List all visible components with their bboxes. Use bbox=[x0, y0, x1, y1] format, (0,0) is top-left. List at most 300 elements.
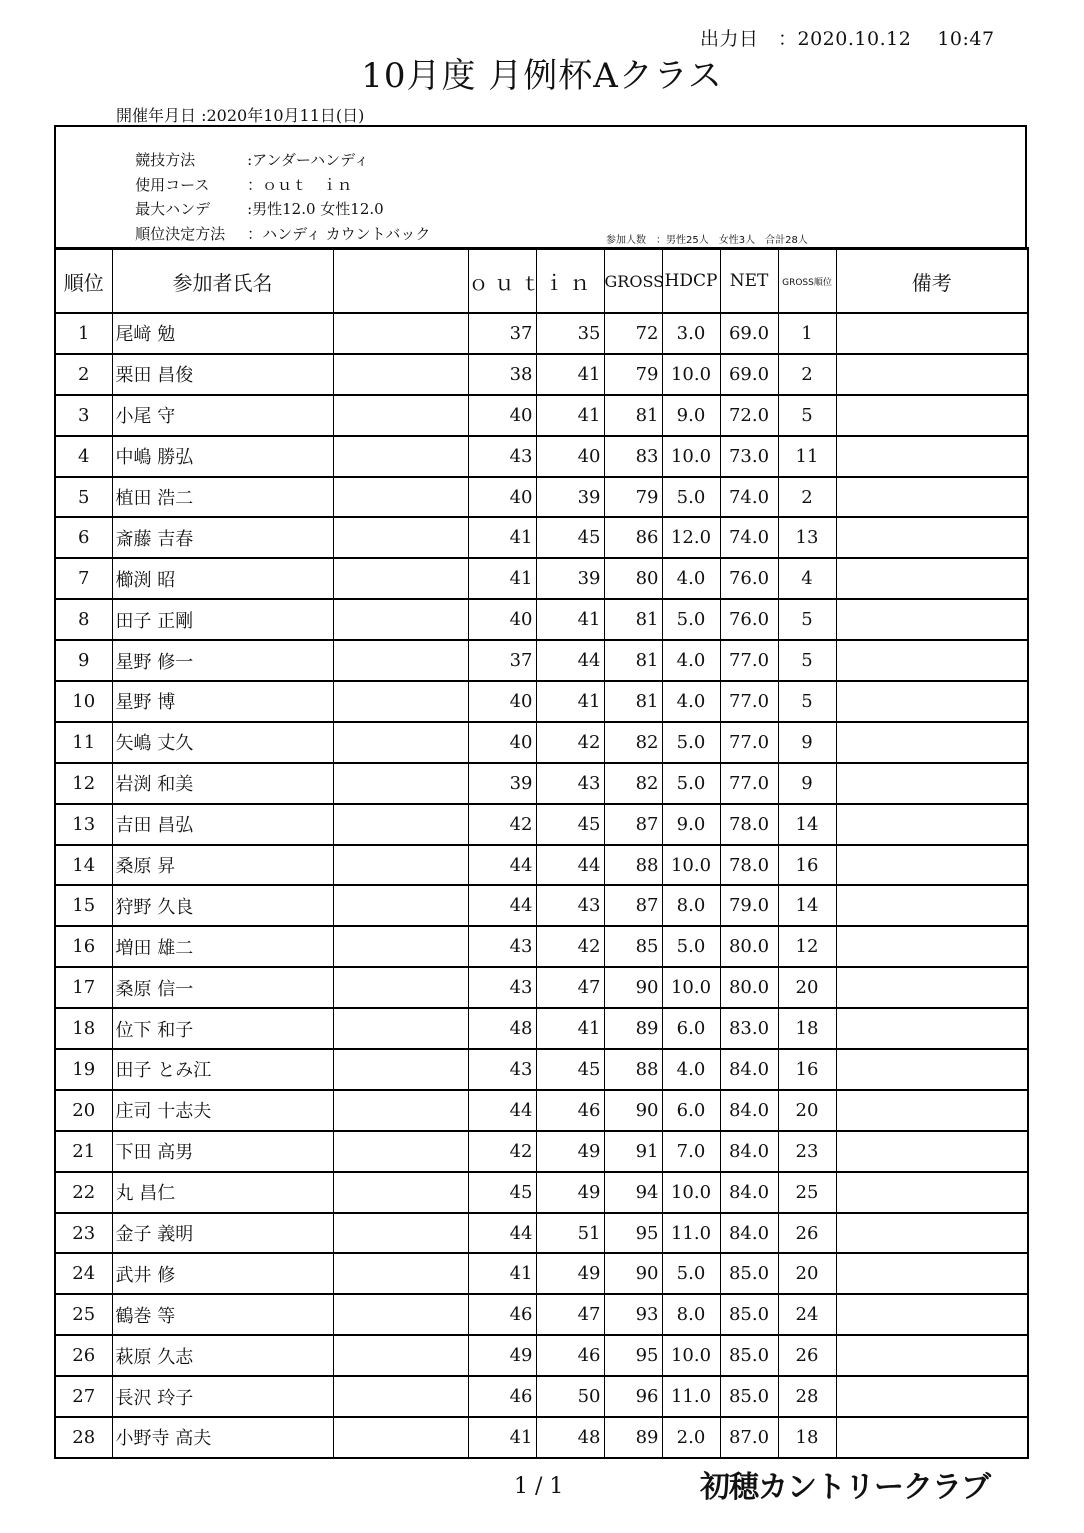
cell-hdcp: 10.0 bbox=[662, 845, 720, 886]
cell-gross-rank: 5 bbox=[778, 640, 836, 681]
cell-name: 鶴巻 等 bbox=[112, 1294, 333, 1335]
cell-name-spacer bbox=[333, 1294, 468, 1335]
cell-in: 41 bbox=[536, 1008, 604, 1049]
cell-name-spacer bbox=[333, 558, 468, 599]
cell-gross-rank: 24 bbox=[778, 1294, 836, 1335]
cell-net: 80.0 bbox=[720, 967, 778, 1008]
cell-out: 41 bbox=[468, 558, 536, 599]
header-name: 参加者氏名 bbox=[112, 249, 333, 314]
cell-name: 田子 とみ江 bbox=[112, 1049, 333, 1090]
cell-out: 48 bbox=[468, 1008, 536, 1049]
table-row bbox=[55, 517, 1028, 558]
cell-remarks bbox=[836, 804, 1028, 845]
cell-name: 岩渕 和美 bbox=[112, 763, 333, 804]
cell-rank: 22 bbox=[55, 1172, 112, 1213]
cell-rank: 21 bbox=[55, 1131, 112, 1172]
cell-hdcp: 4.0 bbox=[662, 681, 720, 722]
cell-gross-rank: 12 bbox=[778, 926, 836, 967]
cell-name: 櫛渕 昭 bbox=[112, 558, 333, 599]
cell-hdcp: 9.0 bbox=[662, 804, 720, 845]
cell-hdcp: 9.0 bbox=[662, 395, 720, 436]
cell-name: 増田 雄二 bbox=[112, 926, 333, 967]
cell-gross: 81 bbox=[604, 681, 662, 722]
table-row bbox=[55, 395, 1028, 436]
header-out: ｏｕｔ bbox=[468, 249, 536, 314]
page-number: 1 / 1 bbox=[514, 1474, 564, 1499]
cell-gross-rank: 9 bbox=[778, 722, 836, 763]
cell-in: 39 bbox=[536, 558, 604, 599]
cell-net: 84.0 bbox=[720, 1213, 778, 1254]
cell-in: 45 bbox=[536, 1049, 604, 1090]
cell-remarks bbox=[836, 885, 1028, 926]
cell-hdcp: 10.0 bbox=[662, 354, 720, 395]
cell-hdcp: 10.0 bbox=[662, 436, 720, 477]
cell-gross: 94 bbox=[604, 1172, 662, 1213]
info-value: :男性12.0 女性12.0 bbox=[247, 200, 384, 218]
cell-rank: 8 bbox=[55, 599, 112, 640]
header-hdcp: HDCP bbox=[662, 249, 720, 314]
table-row bbox=[55, 1213, 1028, 1254]
cell-gross: 79 bbox=[604, 354, 662, 395]
cell-gross: 82 bbox=[604, 722, 662, 763]
cell-name: 矢嶋 丈久 bbox=[112, 722, 333, 763]
cell-name: 小野寺 高夫 bbox=[112, 1417, 333, 1458]
cell-name: 下田 高男 bbox=[112, 1131, 333, 1172]
cell-name: 丸 昌仁 bbox=[112, 1172, 333, 1213]
cell-name-spacer bbox=[333, 517, 468, 558]
cell-name-spacer bbox=[333, 1213, 468, 1254]
cell-remarks bbox=[836, 1335, 1028, 1376]
cell-out: 49 bbox=[468, 1335, 536, 1376]
cell-name: 斎藤 吉春 bbox=[112, 517, 333, 558]
table-row bbox=[55, 436, 1028, 477]
cell-rank: 9 bbox=[55, 640, 112, 681]
cell-rank: 13 bbox=[55, 804, 112, 845]
cell-hdcp: 5.0 bbox=[662, 722, 720, 763]
cell-out: 37 bbox=[468, 313, 536, 354]
cell-hdcp: 11.0 bbox=[662, 1376, 720, 1417]
cell-gross: 87 bbox=[604, 804, 662, 845]
cell-rank: 20 bbox=[55, 1090, 112, 1131]
cell-in: 48 bbox=[536, 1417, 604, 1458]
cell-rank: 23 bbox=[55, 1213, 112, 1254]
table-row bbox=[55, 558, 1028, 599]
cell-name: 吉田 昌弘 bbox=[112, 804, 333, 845]
cell-net: 69.0 bbox=[720, 354, 778, 395]
info-value: :アンダーハンディ bbox=[247, 151, 369, 169]
cell-name: 尾﨑 勉 bbox=[112, 313, 333, 354]
cell-gross: 80 bbox=[604, 558, 662, 599]
cell-name-spacer bbox=[333, 395, 468, 436]
cell-out: 40 bbox=[468, 395, 536, 436]
cell-in: 43 bbox=[536, 885, 604, 926]
cell-gross: 96 bbox=[604, 1376, 662, 1417]
cell-name-spacer bbox=[333, 1131, 468, 1172]
cell-name-spacer bbox=[333, 926, 468, 967]
cell-in: 47 bbox=[536, 967, 604, 1008]
cell-rank: 28 bbox=[55, 1417, 112, 1458]
cell-in: 41 bbox=[536, 395, 604, 436]
cell-out: 40 bbox=[468, 477, 536, 518]
cell-name: 桑原 昇 bbox=[112, 845, 333, 886]
header-gross-rank: GROSS順位 bbox=[778, 249, 836, 314]
cell-in: 35 bbox=[536, 313, 604, 354]
cell-gross-rank: 18 bbox=[778, 1417, 836, 1458]
cell-out: 43 bbox=[468, 436, 536, 477]
cell-gross: 79 bbox=[604, 477, 662, 518]
cell-in: 51 bbox=[536, 1213, 604, 1254]
cell-name-spacer bbox=[333, 1335, 468, 1376]
cell-net: 84.0 bbox=[720, 1049, 778, 1090]
cell-name: 中嶋 勝弘 bbox=[112, 436, 333, 477]
cell-remarks bbox=[836, 1049, 1028, 1090]
cell-net: 87.0 bbox=[720, 1417, 778, 1458]
table-row bbox=[55, 1253, 1028, 1294]
cell-gross: 83 bbox=[604, 436, 662, 477]
cell-gross-rank: 5 bbox=[778, 599, 836, 640]
cell-in: 44 bbox=[536, 845, 604, 886]
cell-out: 41 bbox=[468, 1417, 536, 1458]
cell-name-spacer bbox=[333, 1417, 468, 1458]
cell-rank: 1 bbox=[55, 313, 112, 354]
cell-remarks bbox=[836, 558, 1028, 599]
table-row bbox=[55, 354, 1028, 395]
cell-name: 金子 義明 bbox=[112, 1213, 333, 1254]
cell-rank: 25 bbox=[55, 1294, 112, 1335]
cell-in: 50 bbox=[536, 1376, 604, 1417]
cell-gross-rank: 1 bbox=[778, 313, 836, 354]
cell-name-spacer bbox=[333, 1172, 468, 1213]
cell-gross: 81 bbox=[604, 640, 662, 681]
table-row bbox=[55, 845, 1028, 886]
cell-net: 85.0 bbox=[720, 1294, 778, 1335]
cell-remarks bbox=[836, 1376, 1028, 1417]
cell-rank: 17 bbox=[55, 967, 112, 1008]
cell-rank: 7 bbox=[55, 558, 112, 599]
cell-name: 狩野 久良 bbox=[112, 885, 333, 926]
info-value: ：ｏｕｔ ｉｎ bbox=[247, 176, 353, 194]
cell-net: 72.0 bbox=[720, 395, 778, 436]
cell-remarks bbox=[836, 1090, 1028, 1131]
cell-name-spacer bbox=[333, 885, 468, 926]
cell-net: 76.0 bbox=[720, 599, 778, 640]
cell-gross: 72 bbox=[604, 313, 662, 354]
cell-in: 46 bbox=[536, 1335, 604, 1376]
cell-net: 77.0 bbox=[720, 681, 778, 722]
cell-name: 小尾 守 bbox=[112, 395, 333, 436]
cell-remarks bbox=[836, 1131, 1028, 1172]
cell-gross: 81 bbox=[604, 599, 662, 640]
info-value: ：ハンディ カウントバック bbox=[247, 225, 431, 243]
cell-out: 44 bbox=[468, 885, 536, 926]
cell-name: 萩原 久志 bbox=[112, 1335, 333, 1376]
cell-name-spacer bbox=[333, 1376, 468, 1417]
cell-gross: 93 bbox=[604, 1294, 662, 1335]
table-row bbox=[55, 477, 1028, 518]
table-row bbox=[55, 1376, 1028, 1417]
info-label: 最大ハンデ bbox=[135, 200, 211, 218]
cell-hdcp: 2.0 bbox=[662, 1417, 720, 1458]
cell-gross: 90 bbox=[604, 1253, 662, 1294]
cell-net: 80.0 bbox=[720, 926, 778, 967]
table-row bbox=[55, 885, 1028, 926]
cell-net: 77.0 bbox=[720, 640, 778, 681]
cell-in: 49 bbox=[536, 1172, 604, 1213]
output-date: 出力日 ：2020.10.12 10:47 bbox=[700, 28, 995, 50]
cell-net: 69.0 bbox=[720, 313, 778, 354]
cell-out: 37 bbox=[468, 640, 536, 681]
cell-gross: 88 bbox=[604, 1049, 662, 1090]
cell-net: 85.0 bbox=[720, 1376, 778, 1417]
table-row bbox=[55, 722, 1028, 763]
table-row bbox=[55, 1008, 1028, 1049]
cell-remarks bbox=[836, 1253, 1028, 1294]
cell-rank: 19 bbox=[55, 1049, 112, 1090]
cell-out: 43 bbox=[468, 1049, 536, 1090]
cell-gross-rank: 28 bbox=[778, 1376, 836, 1417]
cell-hdcp: 5.0 bbox=[662, 926, 720, 967]
cell-name-spacer bbox=[333, 1090, 468, 1131]
header-in: ｉｎ bbox=[536, 249, 604, 314]
cell-gross-rank: 14 bbox=[778, 804, 836, 845]
cell-net: 73.0 bbox=[720, 436, 778, 477]
cell-net: 79.0 bbox=[720, 885, 778, 926]
cell-gross-rank: 9 bbox=[778, 763, 836, 804]
cell-remarks bbox=[836, 681, 1028, 722]
table-row bbox=[55, 681, 1028, 722]
cell-rank: 24 bbox=[55, 1253, 112, 1294]
cell-gross-rank: 16 bbox=[778, 1049, 836, 1090]
cell-name-spacer bbox=[333, 1049, 468, 1090]
cell-hdcp: 10.0 bbox=[662, 1335, 720, 1376]
cell-out: 43 bbox=[468, 967, 536, 1008]
cell-rank: 2 bbox=[55, 354, 112, 395]
cell-net: 84.0 bbox=[720, 1131, 778, 1172]
cell-gross: 86 bbox=[604, 517, 662, 558]
cell-hdcp: 10.0 bbox=[662, 1172, 720, 1213]
cell-hdcp: 5.0 bbox=[662, 599, 720, 640]
cell-out: 40 bbox=[468, 722, 536, 763]
cell-in: 41 bbox=[536, 681, 604, 722]
cell-in: 39 bbox=[536, 477, 604, 518]
info-label: 競技方法 bbox=[135, 151, 196, 169]
cell-remarks bbox=[836, 1294, 1028, 1335]
cell-remarks bbox=[836, 722, 1028, 763]
cell-gross: 89 bbox=[604, 1417, 662, 1458]
cell-remarks bbox=[836, 1008, 1028, 1049]
cell-rank: 6 bbox=[55, 517, 112, 558]
cell-remarks bbox=[836, 313, 1028, 354]
cell-rank: 14 bbox=[55, 845, 112, 886]
cell-net: 78.0 bbox=[720, 804, 778, 845]
cell-in: 41 bbox=[536, 354, 604, 395]
cell-net: 83.0 bbox=[720, 1008, 778, 1049]
competition-info-box bbox=[54, 125, 1027, 248]
cell-remarks bbox=[836, 967, 1028, 1008]
cell-gross-rank: 5 bbox=[778, 681, 836, 722]
cell-rank: 12 bbox=[55, 763, 112, 804]
cell-remarks bbox=[836, 395, 1028, 436]
cell-remarks bbox=[836, 763, 1028, 804]
cell-hdcp: 3.0 bbox=[662, 313, 720, 354]
cell-in: 41 bbox=[536, 599, 604, 640]
cell-in: 47 bbox=[536, 1294, 604, 1335]
header-remarks: 備考 bbox=[836, 249, 1028, 314]
cell-gross: 85 bbox=[604, 926, 662, 967]
cell-gross-rank: 14 bbox=[778, 885, 836, 926]
cell-name-spacer bbox=[333, 845, 468, 886]
table-header-row bbox=[55, 249, 1028, 314]
cell-gross-rank: 26 bbox=[778, 1213, 836, 1254]
cell-rank: 11 bbox=[55, 722, 112, 763]
cell-rank: 3 bbox=[55, 395, 112, 436]
cell-in: 49 bbox=[536, 1253, 604, 1294]
cell-name-spacer bbox=[333, 640, 468, 681]
header-name-spacer bbox=[333, 249, 468, 314]
cell-hdcp: 11.0 bbox=[662, 1213, 720, 1254]
cell-remarks bbox=[836, 926, 1028, 967]
cell-hdcp: 8.0 bbox=[662, 885, 720, 926]
cell-gross-rank: 5 bbox=[778, 395, 836, 436]
cell-name: 田子 正剛 bbox=[112, 599, 333, 640]
cell-hdcp: 5.0 bbox=[662, 763, 720, 804]
cell-gross: 90 bbox=[604, 1090, 662, 1131]
table-row bbox=[55, 640, 1028, 681]
cell-out: 44 bbox=[468, 1213, 536, 1254]
cell-rank: 18 bbox=[55, 1008, 112, 1049]
cell-net: 85.0 bbox=[720, 1253, 778, 1294]
cell-hdcp: 12.0 bbox=[662, 517, 720, 558]
cell-gross: 89 bbox=[604, 1008, 662, 1049]
cell-name-spacer bbox=[333, 967, 468, 1008]
table-row bbox=[55, 1417, 1028, 1458]
cell-out: 38 bbox=[468, 354, 536, 395]
cell-gross: 82 bbox=[604, 763, 662, 804]
table-row bbox=[55, 804, 1028, 845]
cell-name-spacer bbox=[333, 354, 468, 395]
cell-rank: 27 bbox=[55, 1376, 112, 1417]
cell-name: 武井 修 bbox=[112, 1253, 333, 1294]
cell-rank: 15 bbox=[55, 885, 112, 926]
cell-in: 42 bbox=[536, 926, 604, 967]
page-title: 10月度 月例杯Aクラス bbox=[361, 56, 723, 96]
table-row bbox=[55, 1049, 1028, 1090]
cell-name-spacer bbox=[333, 313, 468, 354]
cell-rank: 5 bbox=[55, 477, 112, 518]
table-row bbox=[55, 1131, 1028, 1172]
cell-net: 77.0 bbox=[720, 722, 778, 763]
table-row bbox=[55, 1090, 1028, 1131]
cell-net: 84.0 bbox=[720, 1172, 778, 1213]
cell-out: 40 bbox=[468, 681, 536, 722]
cell-hdcp: 6.0 bbox=[662, 1008, 720, 1049]
cell-gross-rank: 16 bbox=[778, 845, 836, 886]
cell-gross-rank: 25 bbox=[778, 1172, 836, 1213]
held-date: 開催年月日 :2020年10月11日(日) bbox=[116, 106, 365, 125]
cell-name-spacer bbox=[333, 804, 468, 845]
cell-hdcp: 5.0 bbox=[662, 1253, 720, 1294]
cell-hdcp: 5.0 bbox=[662, 477, 720, 518]
club-logo: 初穂カントリークラブ bbox=[700, 1470, 990, 1505]
cell-gross-rank: 26 bbox=[778, 1335, 836, 1376]
table-row bbox=[55, 599, 1028, 640]
cell-name: 庄司 十志夫 bbox=[112, 1090, 333, 1131]
header-gross: GROSS bbox=[604, 249, 662, 314]
cell-name-spacer bbox=[333, 763, 468, 804]
cell-out: 46 bbox=[468, 1294, 536, 1335]
cell-remarks bbox=[836, 354, 1028, 395]
cell-gross: 88 bbox=[604, 845, 662, 886]
cell-name: 位下 和子 bbox=[112, 1008, 333, 1049]
cell-rank: 4 bbox=[55, 436, 112, 477]
cell-in: 43 bbox=[536, 763, 604, 804]
cell-net: 85.0 bbox=[720, 1335, 778, 1376]
cell-in: 45 bbox=[536, 804, 604, 845]
cell-out: 42 bbox=[468, 804, 536, 845]
info-label: 使用コース bbox=[135, 176, 210, 194]
cell-out: 44 bbox=[468, 1090, 536, 1131]
cell-remarks bbox=[836, 517, 1028, 558]
header-rank: 順位 bbox=[55, 249, 112, 314]
cell-name-spacer bbox=[333, 722, 468, 763]
cell-gross-rank: 2 bbox=[778, 354, 836, 395]
cell-remarks bbox=[836, 1213, 1028, 1254]
cell-remarks bbox=[836, 436, 1028, 477]
cell-rank: 26 bbox=[55, 1335, 112, 1376]
cell-hdcp: 8.0 bbox=[662, 1294, 720, 1335]
cell-out: 42 bbox=[468, 1131, 536, 1172]
cell-in: 49 bbox=[536, 1131, 604, 1172]
cell-out: 45 bbox=[468, 1172, 536, 1213]
results-table bbox=[54, 247, 1029, 1459]
cell-out: 44 bbox=[468, 845, 536, 886]
cell-net: 78.0 bbox=[720, 845, 778, 886]
cell-rank: 10 bbox=[55, 681, 112, 722]
cell-name: 星野 博 bbox=[112, 681, 333, 722]
cell-out: 43 bbox=[468, 926, 536, 967]
cell-gross: 95 bbox=[604, 1335, 662, 1376]
cell-name: 桑原 信一 bbox=[112, 967, 333, 1008]
cell-in: 40 bbox=[536, 436, 604, 477]
cell-hdcp: 7.0 bbox=[662, 1131, 720, 1172]
cell-out: 39 bbox=[468, 763, 536, 804]
cell-gross-rank: 13 bbox=[778, 517, 836, 558]
cell-hdcp: 10.0 bbox=[662, 967, 720, 1008]
table-row bbox=[55, 967, 1028, 1008]
cell-net: 74.0 bbox=[720, 477, 778, 518]
cell-gross-rank: 4 bbox=[778, 558, 836, 599]
cell-hdcp: 4.0 bbox=[662, 640, 720, 681]
cell-gross: 81 bbox=[604, 395, 662, 436]
cell-name-spacer bbox=[333, 681, 468, 722]
cell-name-spacer bbox=[333, 436, 468, 477]
participant-count: 参加人数 ：男性25人 女性3人 合計28人 bbox=[606, 235, 808, 246]
cell-gross-rank: 20 bbox=[778, 967, 836, 1008]
cell-name: 植田 浩二 bbox=[112, 477, 333, 518]
cell-gross-rank: 20 bbox=[778, 1090, 836, 1131]
cell-remarks bbox=[836, 1417, 1028, 1458]
cell-out: 41 bbox=[468, 1253, 536, 1294]
cell-gross-rank: 18 bbox=[778, 1008, 836, 1049]
cell-remarks bbox=[836, 845, 1028, 886]
table-row bbox=[55, 926, 1028, 967]
cell-gross: 90 bbox=[604, 967, 662, 1008]
cell-hdcp: 4.0 bbox=[662, 558, 720, 599]
cell-remarks bbox=[836, 1172, 1028, 1213]
cell-out: 41 bbox=[468, 517, 536, 558]
cell-net: 77.0 bbox=[720, 763, 778, 804]
table-row bbox=[55, 1335, 1028, 1376]
